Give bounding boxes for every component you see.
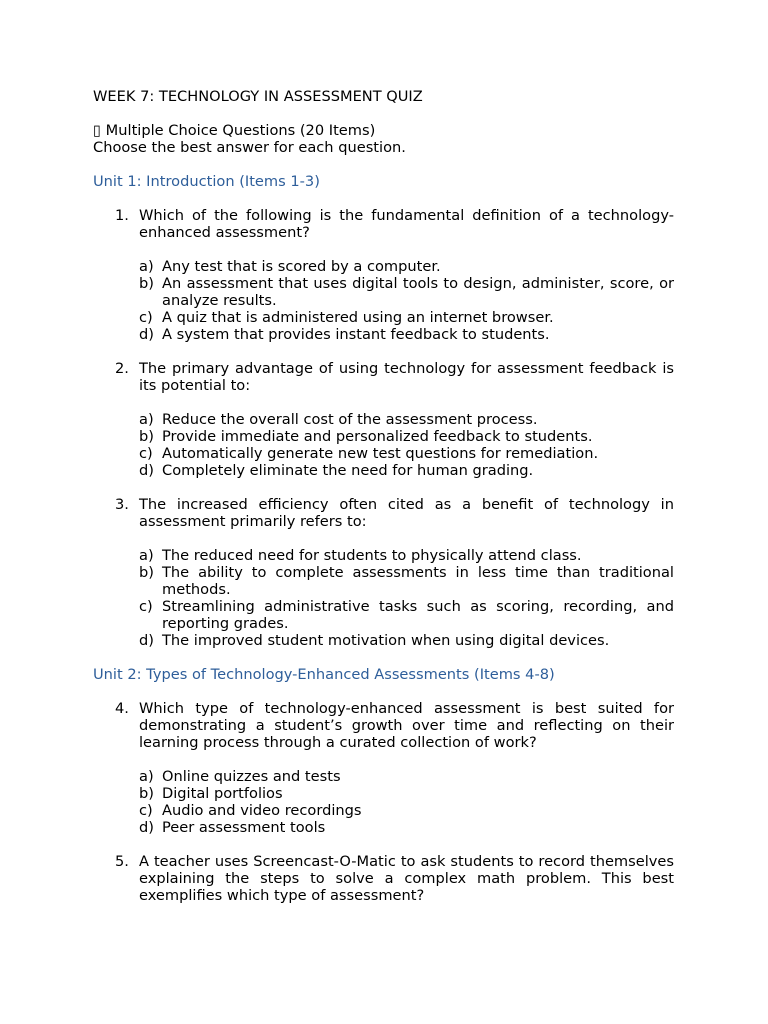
option-letter: a) [139, 768, 154, 785]
question-list [93, 207, 674, 649]
option-list [139, 547, 674, 649]
answer-option [139, 275, 674, 309]
answer-option [139, 309, 674, 326]
option-letter: c) [139, 309, 153, 326]
option-text: Peer assessment tools [162, 819, 326, 836]
question-item [93, 700, 674, 836]
question-text: Which type of technology-enhanced assessment is best suited for demonstrating a student’s growth over time and reflecting on their learning process through a curated collection of work? [139, 700, 674, 751]
question-item [93, 853, 674, 904]
answer-option [139, 428, 674, 445]
option-letter: a) [139, 411, 154, 428]
question-text: Which of the following is the fundamental definition of a technology-enhanced assessment? [139, 207, 674, 241]
question-number: 1. [115, 207, 129, 224]
option-list [139, 411, 674, 479]
question-number: 2. [115, 360, 129, 377]
option-text: Automatically generate new test questions for remediation. [162, 445, 599, 462]
option-text: The reduced need for students to physically attend class. [162, 547, 582, 564]
option-text: The improved student motivation when using digital devices. [162, 632, 610, 649]
answer-option [139, 819, 674, 836]
option-text: Digital portfolios [162, 785, 283, 802]
option-list [139, 258, 674, 343]
section-label: Multiple Choice Questions (20 Items) [105, 122, 376, 139]
option-letter: c) [139, 445, 153, 462]
question-list [93, 700, 674, 904]
option-text: Audio and video recordings [162, 802, 362, 819]
option-letter: b) [139, 564, 154, 581]
question-item [93, 207, 674, 343]
option-letter: a) [139, 258, 154, 275]
option-letter: d) [139, 632, 154, 649]
option-letter: b) [139, 785, 154, 802]
answer-option [139, 462, 674, 479]
answer-option [139, 598, 674, 632]
answer-option [139, 445, 674, 462]
option-letter: a) [139, 547, 154, 564]
option-letter: d) [139, 462, 154, 479]
document-page [93, 88, 674, 904]
unit-heading: Unit 2: Types of Technology-Enhanced Assessments (Items 4-8) [93, 666, 555, 683]
option-text: Provide immediate and personalized feedback to students. [162, 428, 593, 445]
question-number: 3. [115, 496, 129, 513]
units-container [93, 173, 674, 904]
option-letter: c) [139, 598, 153, 615]
unit-heading: Unit 1: Introduction (Items 1-3) [93, 173, 320, 190]
answer-option [139, 326, 674, 343]
question-number: 5. [115, 853, 129, 870]
answer-option [139, 258, 674, 275]
option-list [139, 768, 674, 836]
answer-option [139, 632, 674, 649]
option-text: Streamlining administrative tasks such as scoring, recording, and reporting grades. [162, 598, 674, 632]
option-letter: c) [139, 802, 153, 819]
question-text: The primary advantage of using technology for assessment feedback is its potential to: [139, 360, 674, 394]
page-title: WEEK 7: TECHNOLOGY IN ASSESSMENT QUIZ [93, 88, 423, 105]
option-text: Reduce the overall cost of the assessment process. [162, 411, 538, 428]
section-header [93, 122, 674, 139]
option-text: A system that provides instant feedback to students. [162, 326, 550, 343]
question-text: A teacher uses Screencast-O-Matic to ask students to record themselves explaining the steps to solve a complex math problem. This best exemplifies which type of assessment? [139, 853, 674, 904]
answer-option [139, 785, 674, 802]
answer-option [139, 768, 674, 785]
question-item [93, 360, 674, 479]
option-letter: b) [139, 428, 154, 445]
answer-option [139, 564, 674, 598]
question-number: 4. [115, 700, 129, 717]
answer-option [139, 547, 674, 564]
option-text: An assessment that uses digital tools to design, administer, score, or analyze results. [162, 275, 674, 309]
option-text: Online quizzes and tests [162, 768, 341, 785]
option-letter: d) [139, 326, 154, 343]
option-letter: d) [139, 819, 154, 836]
option-text: Any test that is scored by a computer. [162, 258, 441, 275]
answer-option [139, 802, 674, 819]
option-text: A quiz that is administered using an internet browser. [162, 309, 554, 326]
placeholder-glyph-icon: ▯ [93, 122, 102, 139]
option-text: The ability to complete assessments in less time than traditional methods. [162, 564, 674, 598]
answer-option [139, 411, 674, 428]
question-item [93, 496, 674, 649]
option-text: Completely eliminate the need for human grading. [162, 462, 534, 479]
question-text: The increased efficiency often cited as a benefit of technology in assessment primarily refers to: [139, 496, 674, 530]
option-letter: b) [139, 275, 154, 292]
instructions: Choose the best answer for each question. [93, 139, 406, 156]
